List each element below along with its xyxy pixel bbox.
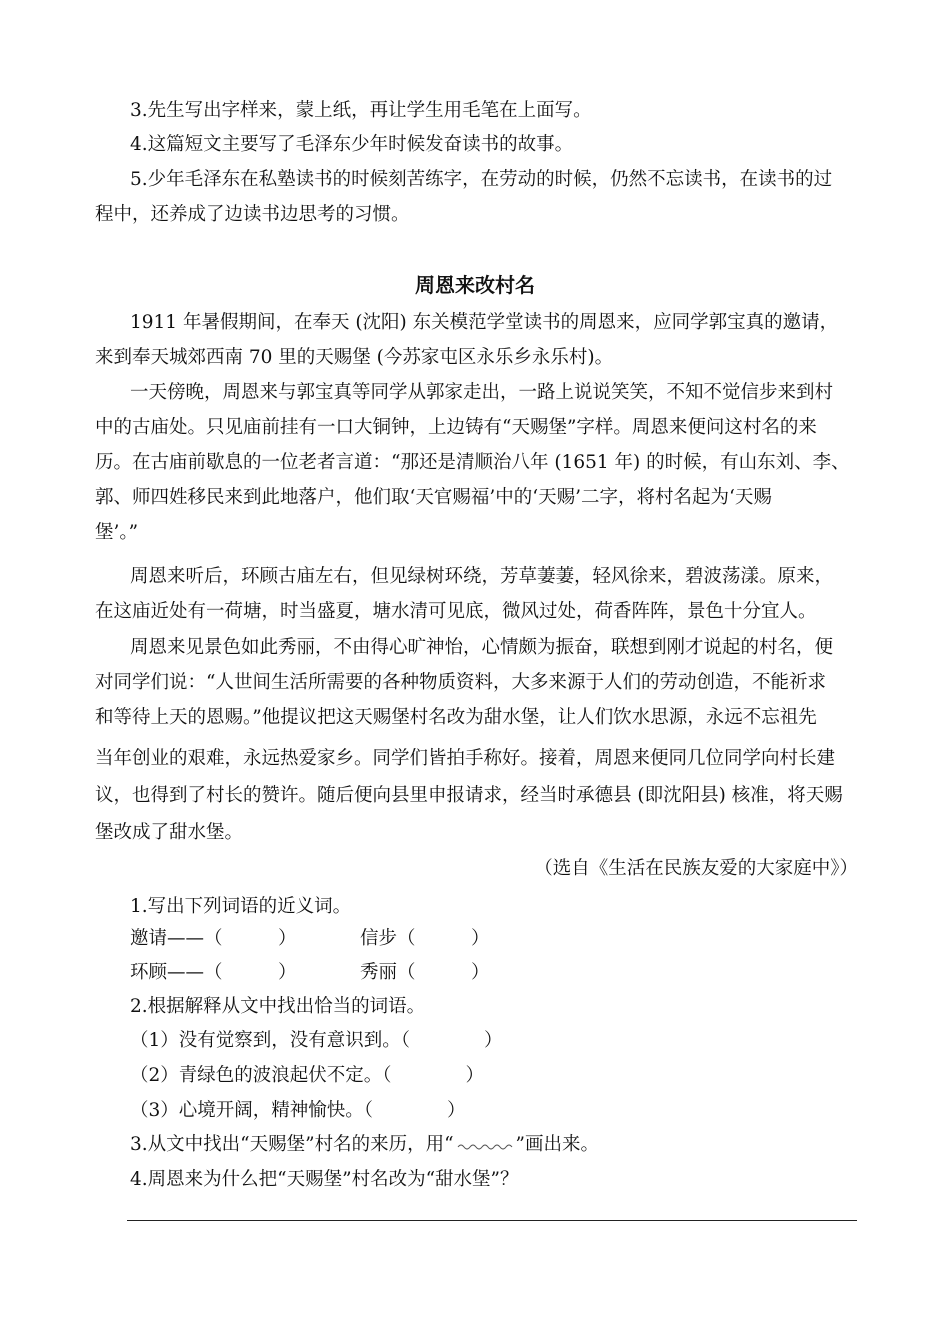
question-1-item-a: 邀请——（ ） bbox=[130, 928, 297, 949]
paragraph-1-line-2: 来到奉天城郊西南 70 里的天赐堡 (今苏家屯区永乐乡永乐村)。 bbox=[95, 347, 614, 368]
paragraph-2-line-5: 堡’。” bbox=[95, 522, 139, 543]
question-1-item-d: 秀丽（ ） bbox=[360, 962, 490, 983]
answer-5-line-1: 5.少年毛泽东在私塾读书的时候刻苦练字，在劳动的时候，仍然不忘读书，在读书的过 bbox=[130, 169, 833, 190]
question-2-item-3: （3）心境开阔，精神愉快。（ ） bbox=[130, 1100, 466, 1121]
paragraph-4-line-6: 堡改成了甜水堡。 bbox=[95, 822, 244, 843]
paragraph-2-line-2: 中的古庙处。只见庙前挂有一口大铜钟，上边铸有“天赐堡”字样。周恩来便问这村名的来 bbox=[95, 417, 817, 438]
answer-line bbox=[127, 1220, 857, 1221]
paragraph-4-line-5: 议，也得到了村长的赞许。随后便向县里申报请求，经当时承德县 (即沈阳县) 核准，将天赐 bbox=[95, 785, 843, 806]
paragraph-3-line-2: 在这庙近处有一荷塘，时当盛夏，塘水清可见底，微风过处，荷香阵阵，景色十分宜人。 bbox=[95, 601, 817, 622]
answer-5-line-2: 程中，还养成了边读书边思考的习惯。 bbox=[95, 204, 410, 225]
paragraph-1-line-1: 1911 年暑假期间，在奉天 (沈阳) 东关模范学堂读书的周恩来，应同学郭宝真的邀请， bbox=[130, 312, 839, 333]
paragraph-4-line-4: 当年创业的艰难，永远热爱家乡。同学们皆拍手称好。接着，周恩来便同几位同学向村长建 bbox=[95, 748, 836, 769]
paragraph-2-line-3: 历。在古庙前歇息的一位老者言道：“那还是清顺治八年 (1651 年) 的时候，有山东刘、李、 bbox=[95, 452, 850, 473]
question-2: 2.根据解释从文中找出恰当的词语。 bbox=[130, 996, 426, 1017]
question-1: 1.写出下列词语的近义词。 bbox=[130, 896, 352, 917]
answer-4: 4.这篇短文主要写了毛泽东少年时候发奋读书的故事。 bbox=[130, 134, 574, 155]
question-4: 4.周恩来为什么把“天赐堡”村名改为“甜水堡”？ bbox=[130, 1169, 519, 1190]
question-3 bbox=[130, 1128, 860, 1162]
paragraph-4-line-1: 周恩来见景色如此秀丽，不由得心旷神怡，心情颇为振奋，联想到刚才说起的村名，便 bbox=[130, 637, 834, 658]
question-3-suffix: ”画出来。 bbox=[515, 1134, 599, 1155]
question-1-item-b: 信步（ ） bbox=[360, 928, 490, 949]
paragraph-3-line-1: 周恩来听后，环顾古庙左右，但见绿树环绕，芳草萋萋，轻风徐来，碧波荡漾。原来， bbox=[130, 566, 834, 587]
paragraph-4-line-2: 对同学们说：“人世间生活所需要的各种物质资料，大多来源于人们的劳动创造，不能祈求 bbox=[95, 672, 826, 693]
article-title: 周恩来改村名 bbox=[415, 273, 535, 297]
answer-3: 3.先生写出字样来，蒙上纸，再让学生用毛笔在上面写。 bbox=[130, 100, 592, 121]
paragraph-4-line-3: 和等待上天的恩赐。”他提议把这天赐堡村名改为甜水堡，让人们饮水思源，永远不忘祖先 bbox=[95, 707, 817, 728]
paragraph-2-line-4: 郭、师四姓移民来到此地落户，他们取‘天官赐福’中的‘天赐’二字，将村名起为‘天赐 bbox=[95, 487, 772, 508]
question-1-item-c: 环顾——（ ） bbox=[130, 962, 297, 983]
question-2-item-2: （2）青绿色的波浪起伏不定。（ ） bbox=[130, 1065, 485, 1086]
paragraph-2-line-1: 一天傍晚，周恩来与郭宝真等同学从郭家走出，一路上说说笑笑，不知不觉信步来到村 bbox=[130, 382, 834, 403]
question-2-item-1: （1）没有觉察到，没有意识到。（ ） bbox=[130, 1030, 503, 1051]
question-3-prefix: 3.从文中找出“天赐堡”村名的来历，用“ bbox=[130, 1134, 454, 1155]
wavy-underline-icon bbox=[456, 1138, 514, 1152]
article-source: （选自《生活在民族友爱的大家庭中》） bbox=[534, 858, 858, 879]
